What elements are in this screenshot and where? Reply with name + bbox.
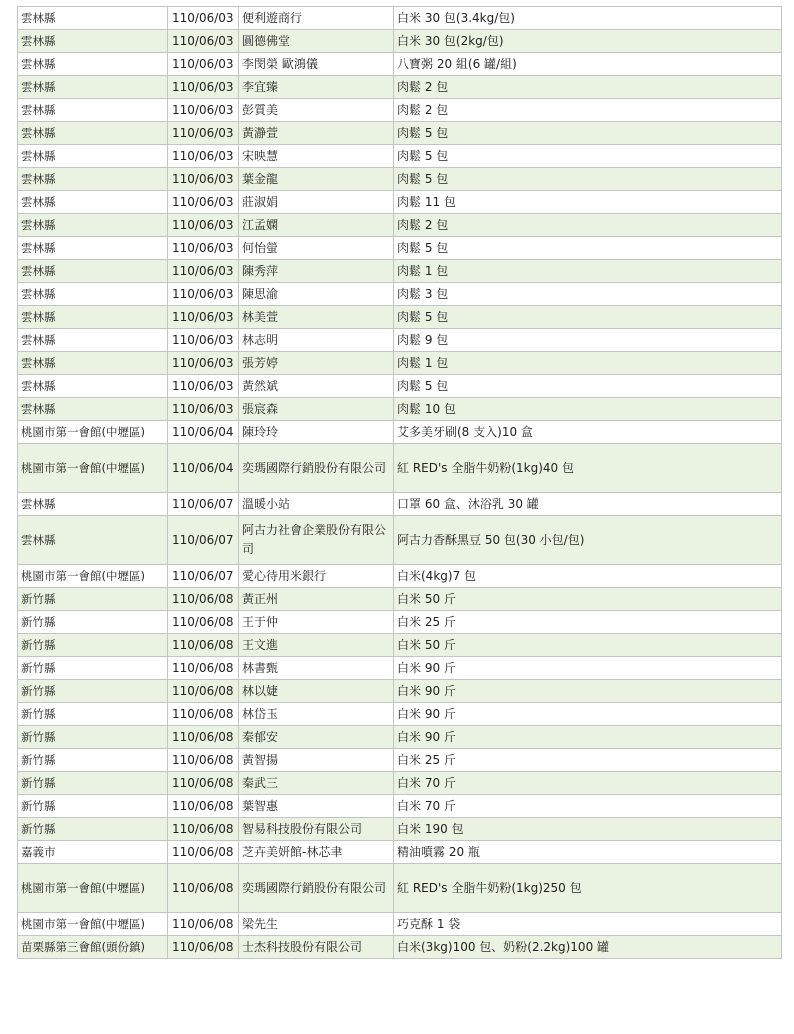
donor-cell: 梁先生 [239,913,394,936]
items-cell: 白米 190 包 [394,818,782,841]
table-row [18,634,782,657]
donor-cell: 林書甄 [239,657,394,680]
items-cell: 肉鬆 5 包 [394,237,782,260]
date-cell: 110/06/08 [168,818,239,841]
items-cell: 肉鬆 1 包 [394,260,782,283]
donor-cell: 芝卉美妍館-林芯聿 [239,841,394,864]
donor-cell: 便利遊商行 [239,7,394,30]
location-cell: 桃園市第一會館(中壢區) [18,421,168,444]
date-cell: 110/06/03 [168,398,239,421]
table-row [18,398,782,421]
location-cell: 嘉義市 [18,841,168,864]
table-row [18,795,782,818]
table-row [18,260,782,283]
date-cell: 110/06/03 [168,76,239,99]
location-cell: 新竹縣 [18,795,168,818]
date-cell: 110/06/08 [168,913,239,936]
date-cell: 110/06/07 [168,493,239,516]
location-cell: 雲林縣 [18,168,168,191]
donor-cell: 李閔榮 歐鴻儀 [239,53,394,76]
location-cell: 新竹縣 [18,703,168,726]
table-row [18,611,782,634]
table-row [18,76,782,99]
location-cell: 雲林縣 [18,493,168,516]
date-cell: 110/06/08 [168,726,239,749]
items-cell: 肉鬆 2 包 [394,76,782,99]
donor-cell: 陳秀萍 [239,260,394,283]
donor-cell: 陳玲玲 [239,421,394,444]
table-row [18,749,782,772]
location-cell: 新竹縣 [18,657,168,680]
table-row [18,145,782,168]
date-cell: 110/06/03 [168,191,239,214]
donor-cell: 葉金龍 [239,168,394,191]
donor-cell: 何怡螢 [239,237,394,260]
table-row [18,657,782,680]
items-cell: 白米 25 斤 [394,749,782,772]
donor-cell: 黃正州 [239,588,394,611]
location-cell: 雲林縣 [18,398,168,421]
date-cell: 110/06/04 [168,421,239,444]
location-cell: 新竹縣 [18,749,168,772]
location-cell: 雲林縣 [18,329,168,352]
items-cell: 肉鬆 11 包 [394,191,782,214]
date-cell: 110/06/08 [168,634,239,657]
table-row [18,818,782,841]
items-cell: 白米 90 斤 [394,703,782,726]
date-cell: 110/06/03 [168,306,239,329]
items-cell: 白米(3kg)100 包、奶粉(2.2kg)100 罐 [394,936,782,959]
location-cell: 雲林縣 [18,214,168,237]
date-cell: 110/06/04 [168,444,239,493]
location-cell: 雲林縣 [18,516,168,565]
items-cell: 肉鬆 5 包 [394,375,782,398]
donor-cell: 秦郁安 [239,726,394,749]
table-row [18,214,782,237]
table-row [18,237,782,260]
table-row [18,565,782,588]
date-cell: 110/06/03 [168,214,239,237]
items-cell: 巧克酥 1 袋 [394,913,782,936]
table-row [18,7,782,30]
table-row [18,493,782,516]
date-cell: 110/06/08 [168,657,239,680]
location-cell: 雲林縣 [18,30,168,53]
donor-cell: 阿古力社會企業股份有限公司 [239,516,394,565]
donor-cell: 張宸森 [239,398,394,421]
location-cell: 雲林縣 [18,352,168,375]
location-cell: 雲林縣 [18,122,168,145]
table-row [18,30,782,53]
location-cell: 雲林縣 [18,145,168,168]
items-cell: 肉鬆 10 包 [394,398,782,421]
date-cell: 110/06/03 [168,53,239,76]
location-cell: 新竹縣 [18,611,168,634]
items-cell: 白米 90 斤 [394,680,782,703]
donor-cell: 士杰科技股份有限公司 [239,936,394,959]
items-cell: 精油噴霧 20 瓶 [394,841,782,864]
table-row [18,864,782,913]
date-cell: 110/06/08 [168,841,239,864]
date-cell: 110/06/08 [168,588,239,611]
items-cell: 肉鬆 5 包 [394,306,782,329]
items-cell: 白米 30 包(3.4kg/包) [394,7,782,30]
location-cell: 桃園市第一會館(中壢區) [18,565,168,588]
date-cell: 110/06/07 [168,516,239,565]
donor-cell: 黃然斌 [239,375,394,398]
date-cell: 110/06/08 [168,936,239,959]
table-row [18,516,782,565]
date-cell: 110/06/08 [168,772,239,795]
donor-cell: 溫暖小站 [239,493,394,516]
items-cell: 白米 30 包(2kg/包) [394,30,782,53]
date-cell: 110/06/03 [168,352,239,375]
date-cell: 110/06/03 [168,375,239,398]
donor-cell: 奕瑪國際行銷股份有限公司 [239,864,394,913]
items-cell: 阿古力香酥黑豆 50 包(30 小包/包) [394,516,782,565]
donor-cell: 奕瑪國際行銷股份有限公司 [239,444,394,493]
donor-cell: 林美萱 [239,306,394,329]
donor-cell: 愛心待用米銀行 [239,565,394,588]
donor-cell: 智易科技股份有限公司 [239,818,394,841]
items-cell: 白米 70 斤 [394,772,782,795]
items-cell: 肉鬆 9 包 [394,329,782,352]
location-cell: 桃園市第一會館(中壢區) [18,864,168,913]
items-cell: 紅 RED's 全脂牛奶粉(1kg)40 包 [394,444,782,493]
donor-cell: 黃瀞萱 [239,122,394,145]
table-row [18,329,782,352]
items-cell: 白米 25 斤 [394,611,782,634]
table-row [18,936,782,959]
date-cell: 110/06/08 [168,749,239,772]
date-cell: 110/06/08 [168,703,239,726]
location-cell: 雲林縣 [18,283,168,306]
donor-cell: 江孟嫻 [239,214,394,237]
location-cell: 新竹縣 [18,680,168,703]
items-cell: 白米 70 斤 [394,795,782,818]
donation-table-body [18,7,782,959]
date-cell: 110/06/08 [168,795,239,818]
location-cell: 雲林縣 [18,260,168,283]
location-cell: 雲林縣 [18,375,168,398]
table-row [18,375,782,398]
donor-cell: 張芳婷 [239,352,394,375]
date-cell: 110/06/03 [168,283,239,306]
donor-cell: 圓德佛堂 [239,30,394,53]
items-cell: 白米 50 斤 [394,634,782,657]
date-cell: 110/06/03 [168,99,239,122]
items-cell: 口罩 60 盒、沐浴乳 30 罐 [394,493,782,516]
table-row [18,306,782,329]
donor-cell: 葉智惠 [239,795,394,818]
date-cell: 110/06/03 [168,145,239,168]
date-cell: 110/06/08 [168,864,239,913]
donation-table [17,6,782,959]
items-cell: 肉鬆 3 包 [394,283,782,306]
table-row [18,122,782,145]
date-cell: 110/06/03 [168,7,239,30]
location-cell: 雲林縣 [18,99,168,122]
donor-cell: 李宜臻 [239,76,394,99]
location-cell: 雲林縣 [18,53,168,76]
items-cell: 白米 50 斤 [394,588,782,611]
items-cell: 肉鬆 5 包 [394,122,782,145]
items-cell: 白米 90 斤 [394,726,782,749]
date-cell: 110/06/08 [168,680,239,703]
location-cell: 桃園市第一會館(中壢區) [18,913,168,936]
items-cell: 八寶粥 20 組(6 罐/組) [394,53,782,76]
donor-cell: 林岱玉 [239,703,394,726]
location-cell: 雲林縣 [18,237,168,260]
location-cell: 雲林縣 [18,7,168,30]
table-row [18,53,782,76]
donor-cell: 彭質美 [239,99,394,122]
items-cell: 肉鬆 5 包 [394,145,782,168]
items-cell: 白米(4kg)7 包 [394,565,782,588]
table-row [18,913,782,936]
donor-cell: 王于仲 [239,611,394,634]
date-cell: 110/06/08 [168,611,239,634]
location-cell: 雲林縣 [18,191,168,214]
table-row [18,352,782,375]
items-cell: 紅 RED's 全脂牛奶粉(1kg)250 包 [394,864,782,913]
table-row [18,283,782,306]
location-cell: 雲林縣 [18,306,168,329]
table-row [18,191,782,214]
location-cell: 新竹縣 [18,634,168,657]
date-cell: 110/06/07 [168,565,239,588]
table-row [18,588,782,611]
donor-cell: 陳思渝 [239,283,394,306]
location-cell: 苗栗縣第三會館(頭份鎮) [18,936,168,959]
table-row [18,841,782,864]
table-row [18,772,782,795]
location-cell: 新竹縣 [18,726,168,749]
location-cell: 新竹縣 [18,588,168,611]
date-cell: 110/06/03 [168,30,239,53]
date-cell: 110/06/03 [168,168,239,191]
location-cell: 新竹縣 [18,772,168,795]
items-cell: 肉鬆 1 包 [394,352,782,375]
items-cell: 肉鬆 2 包 [394,214,782,237]
items-cell: 白米 90 斤 [394,657,782,680]
date-cell: 110/06/03 [168,122,239,145]
donor-cell: 宋映慧 [239,145,394,168]
donor-cell: 秦武三 [239,772,394,795]
location-cell: 桃園市第一會館(中壢區) [18,444,168,493]
donor-cell: 王文進 [239,634,394,657]
date-cell: 110/06/03 [168,260,239,283]
donor-cell: 黃智揚 [239,749,394,772]
items-cell: 艾多美牙刷(8 支入)10 盒 [394,421,782,444]
date-cell: 110/06/03 [168,329,239,352]
location-cell: 雲林縣 [18,76,168,99]
table-row [18,168,782,191]
date-cell: 110/06/03 [168,237,239,260]
table-row [18,703,782,726]
table-row [18,421,782,444]
table-row [18,444,782,493]
location-cell: 新竹縣 [18,818,168,841]
items-cell: 肉鬆 2 包 [394,99,782,122]
donor-cell: 莊淑娟 [239,191,394,214]
items-cell: 肉鬆 5 包 [394,168,782,191]
donor-cell: 林志明 [239,329,394,352]
donor-cell: 林以婕 [239,680,394,703]
table-row [18,680,782,703]
table-row [18,99,782,122]
table-row [18,726,782,749]
